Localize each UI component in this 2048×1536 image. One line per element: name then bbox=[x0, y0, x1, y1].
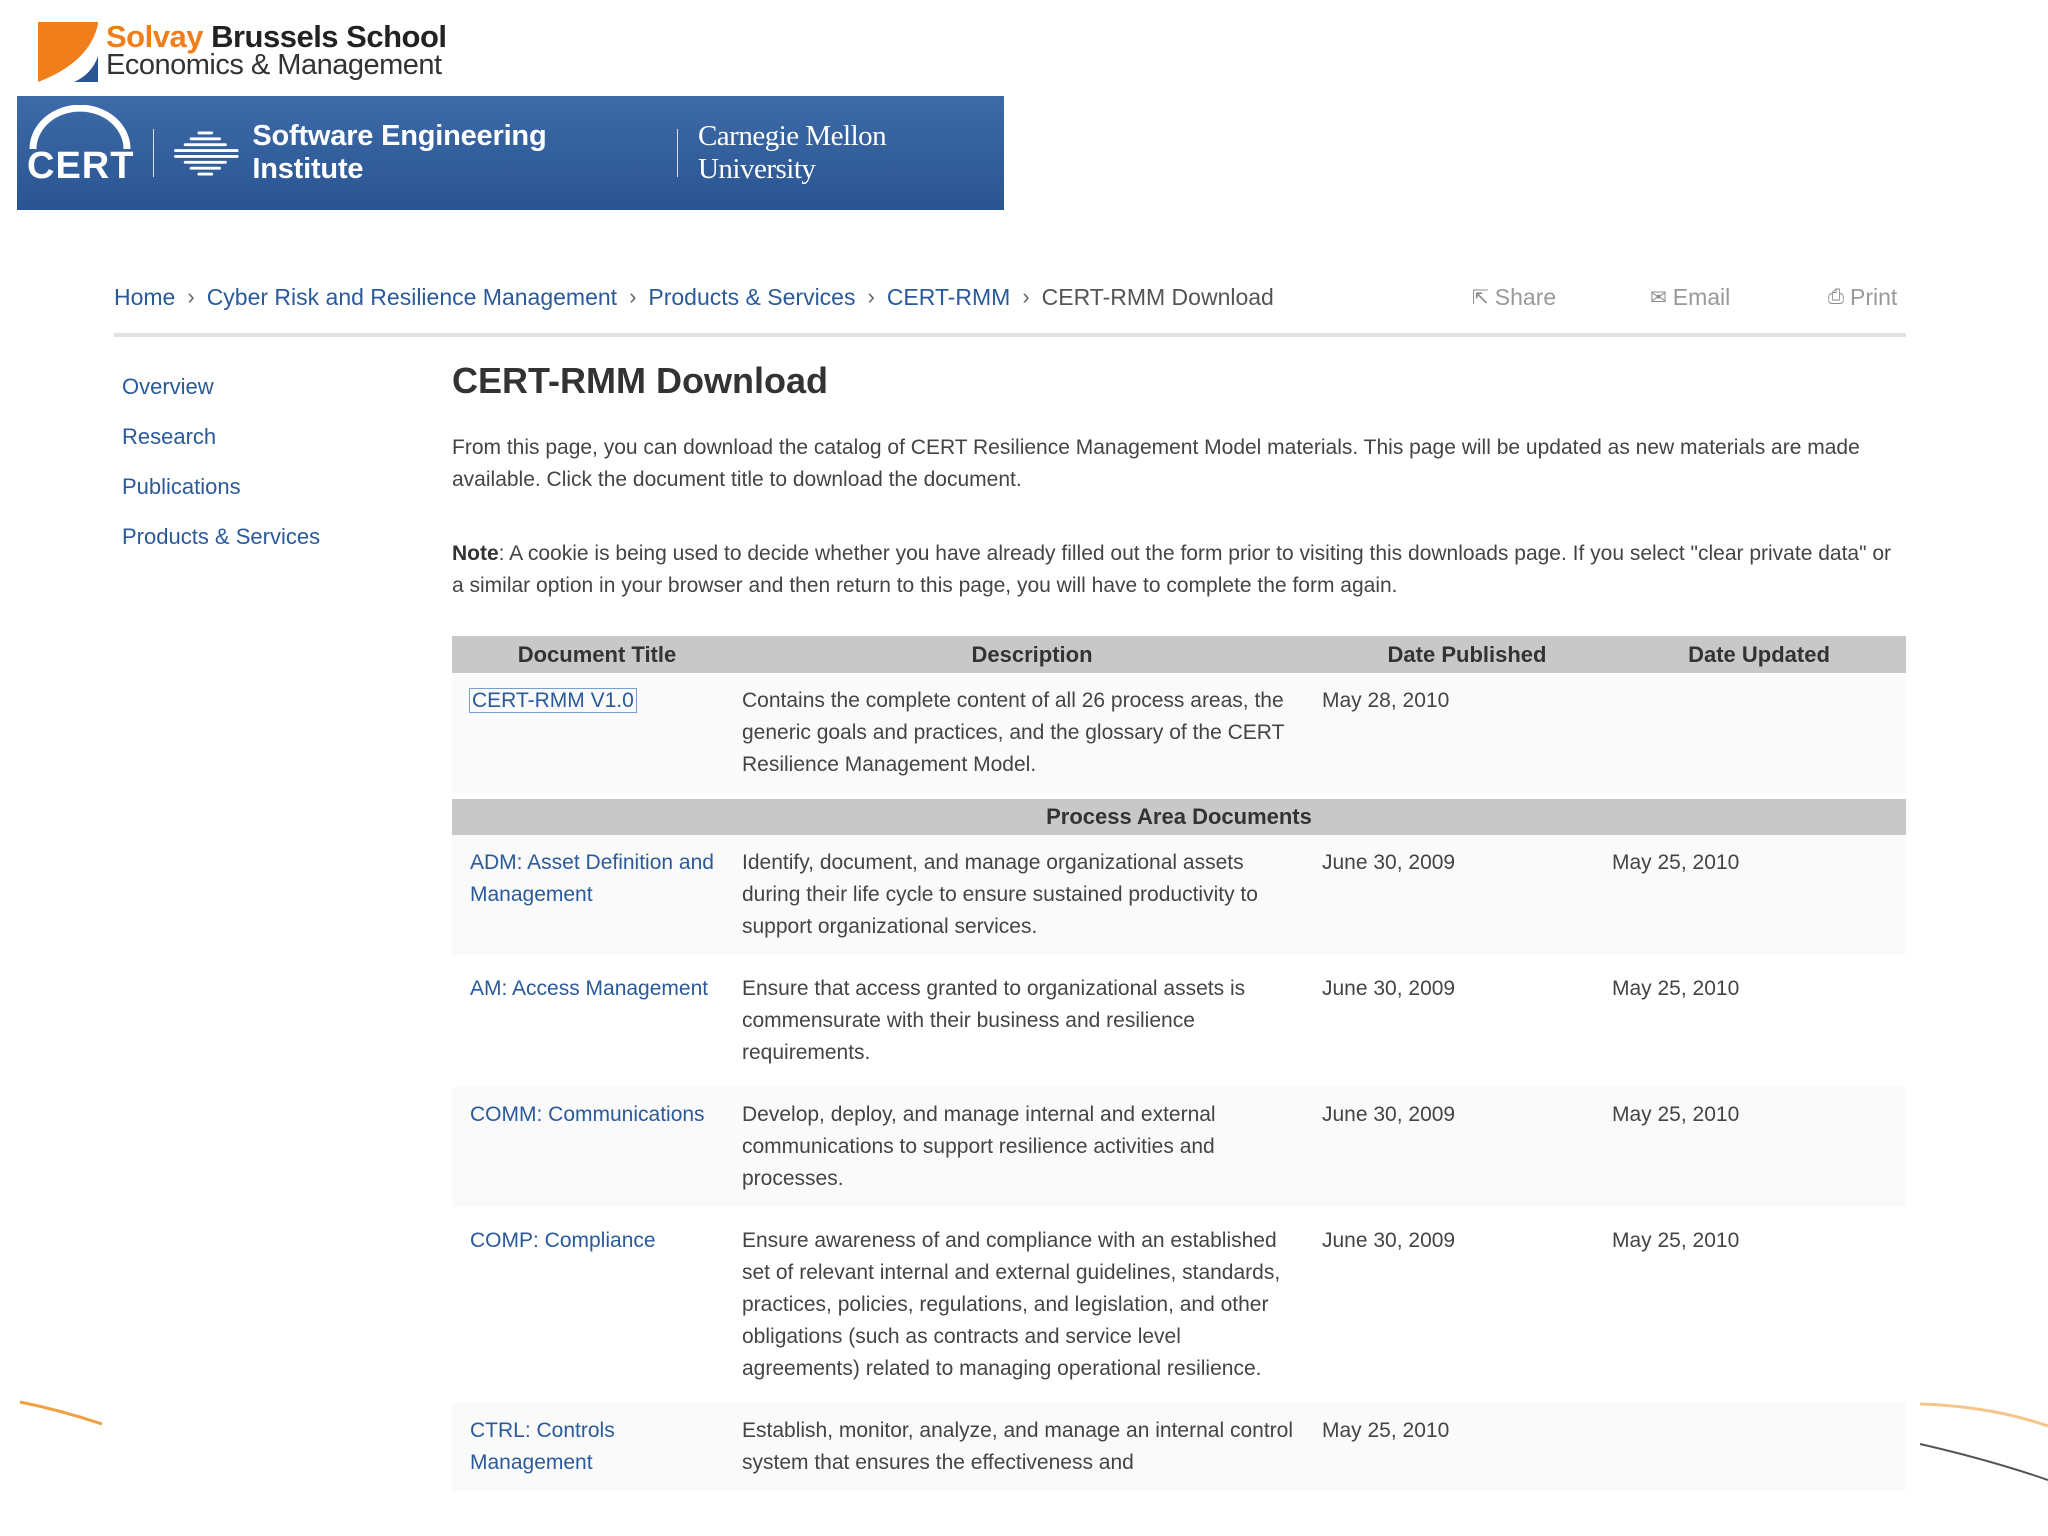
table-row bbox=[452, 673, 1906, 796]
date-published: May 28, 2010 bbox=[1322, 673, 1612, 796]
sei-globe-icon bbox=[172, 129, 241, 177]
section-label: Process Area Documents bbox=[452, 796, 1906, 835]
share-icon: ⇱ bbox=[1472, 286, 1489, 309]
date-published: June 30, 2009 bbox=[1322, 958, 1612, 1084]
solvay-name: Solvay Brussels School bbox=[106, 19, 447, 54]
document-link[interactable]: CTRL: Controls Management bbox=[470, 1419, 615, 1474]
table-header-row bbox=[452, 636, 1906, 673]
left-nav bbox=[122, 370, 320, 570]
solvay-subtitle: Economics & Management bbox=[106, 49, 442, 81]
breadcrumb-products-services[interactable]: Products & Services bbox=[648, 283, 856, 310]
document-link[interactable]: ADM: Asset Definition and Management bbox=[470, 851, 714, 906]
date-published: June 30, 2009 bbox=[1322, 1210, 1612, 1400]
banner-divider bbox=[153, 129, 154, 177]
chevron-right-icon: › bbox=[629, 284, 637, 309]
section-header-row bbox=[452, 796, 1906, 835]
cmu-wordmark: Carnegie Mellon University bbox=[697, 120, 887, 185]
chevron-right-icon: › bbox=[1022, 284, 1030, 309]
printer-icon: ⎙ bbox=[1828, 285, 1844, 308]
note-body: : A cookie is being used to decide whether you have already filled out the form prior to visiting this downloads page. If you select "clear private data" or a similar option in your browser and then return to this page, you will have to complete the form again. bbox=[452, 542, 1892, 597]
cert-sei-banner bbox=[17, 96, 1004, 210]
date-updated bbox=[1612, 1400, 1906, 1494]
breadcrumb-home[interactable]: Home bbox=[114, 283, 176, 310]
date-updated: May 25, 2010 bbox=[1612, 835, 1906, 958]
document-description: Develop, deploy, and manage internal and external communications to support resilience activities and processes. bbox=[742, 1084, 1322, 1210]
sei-wordmark: Software Engineering Institute bbox=[252, 120, 547, 185]
document-description: Ensure that access granted to organizational assets is commensurate with their business and resilience requirements. bbox=[742, 958, 1322, 1084]
share-button[interactable] bbox=[1472, 282, 1556, 312]
date-published: June 30, 2009 bbox=[1322, 1084, 1612, 1210]
email-label: Email bbox=[1672, 283, 1731, 310]
column-header-description: Description bbox=[742, 636, 1322, 673]
table-row bbox=[452, 1084, 1906, 1210]
print-button[interactable] bbox=[1828, 282, 1897, 312]
document-link[interactable]: COMM: Communications bbox=[470, 1103, 705, 1126]
decorative-swoosh-left bbox=[0, 1380, 110, 1440]
column-header-title: Document Title bbox=[452, 636, 742, 673]
document-description: Identify, document, and manage organizational assets during their life cycle to ensure sustained productivity to support organizational services. bbox=[742, 835, 1322, 958]
nav-item-products-services[interactable]: Products & Services bbox=[122, 524, 321, 549]
nav-item-publications[interactable]: Publications bbox=[122, 474, 241, 499]
intro-text: From this page, you can download the catalog of CERT Resilience Management Model materials. This page will be updated as new materials are made available. Click the document title to download the document. bbox=[452, 436, 1860, 491]
print-label: Print bbox=[1850, 283, 1898, 310]
table-row bbox=[452, 1210, 1906, 1400]
date-updated: May 25, 2010 bbox=[1612, 1084, 1906, 1210]
main-content bbox=[452, 356, 1906, 602]
date-published: June 30, 2009 bbox=[1322, 835, 1612, 958]
note-label: Note bbox=[452, 542, 499, 565]
nav-item-research[interactable]: Research bbox=[122, 424, 217, 449]
breadcrumb-cert-rmm[interactable]: CERT-RMM bbox=[886, 283, 1011, 310]
breadcrumb-current: CERT-RMM Download bbox=[1041, 283, 1274, 310]
date-published: May 25, 2010 bbox=[1322, 1400, 1612, 1494]
header-divider bbox=[114, 333, 1906, 337]
document-link[interactable]: CERT-RMM V1.0 bbox=[472, 689, 634, 712]
document-description: Contains the complete content of all 26 process areas, the generic goals and practices, and the glossary of the CERT Resilience Management Model. bbox=[742, 673, 1322, 796]
solvay-logo bbox=[38, 19, 447, 88]
page-title: CERT-RMM Download bbox=[452, 360, 828, 401]
note-text bbox=[452, 538, 1906, 602]
breadcrumb bbox=[114, 282, 1274, 312]
column-header-published: Date Published bbox=[1322, 636, 1612, 673]
nav-item-overview[interactable]: Overview bbox=[122, 374, 214, 399]
table-row bbox=[452, 835, 1906, 958]
decorative-swoosh-right bbox=[1910, 1390, 2048, 1490]
breadcrumb-cyber-risk[interactable]: Cyber Risk and Resilience Management bbox=[206, 283, 618, 310]
downloads-table bbox=[452, 636, 1906, 1497]
share-label: Share bbox=[1494, 283, 1557, 310]
column-header-updated: Date Updated bbox=[1612, 636, 1906, 673]
date-updated: May 25, 2010 bbox=[1612, 1210, 1906, 1400]
table-row bbox=[452, 1400, 1906, 1494]
cert-logo bbox=[27, 103, 135, 203]
email-button[interactable] bbox=[1650, 282, 1730, 312]
chevron-right-icon: › bbox=[187, 284, 195, 309]
document-description: Ensure awareness of and compliance with an established set of relevant internal and external guidelines, standards, practices, policies, regulations, and legislation, and other obligations (such as contracts and service level agreements) related to managing operational resilience. bbox=[742, 1210, 1322, 1400]
document-link[interactable]: AM: Access Management bbox=[470, 977, 709, 1000]
document-description: Establish, monitor, analyze, and manage an internal control system that ensures the effectiveness and bbox=[742, 1400, 1322, 1494]
chevron-right-icon: › bbox=[867, 284, 875, 309]
banner-divider bbox=[677, 129, 678, 177]
table-row bbox=[452, 958, 1906, 1084]
date-updated: May 25, 2010 bbox=[1612, 958, 1906, 1084]
solvay-logo-mark bbox=[38, 22, 98, 84]
cert-wordmark: CERT bbox=[27, 145, 135, 187]
document-link[interactable]: COMP: Compliance bbox=[470, 1229, 656, 1252]
envelope-icon: ✉ bbox=[1650, 286, 1667, 309]
date-updated bbox=[1612, 673, 1906, 796]
